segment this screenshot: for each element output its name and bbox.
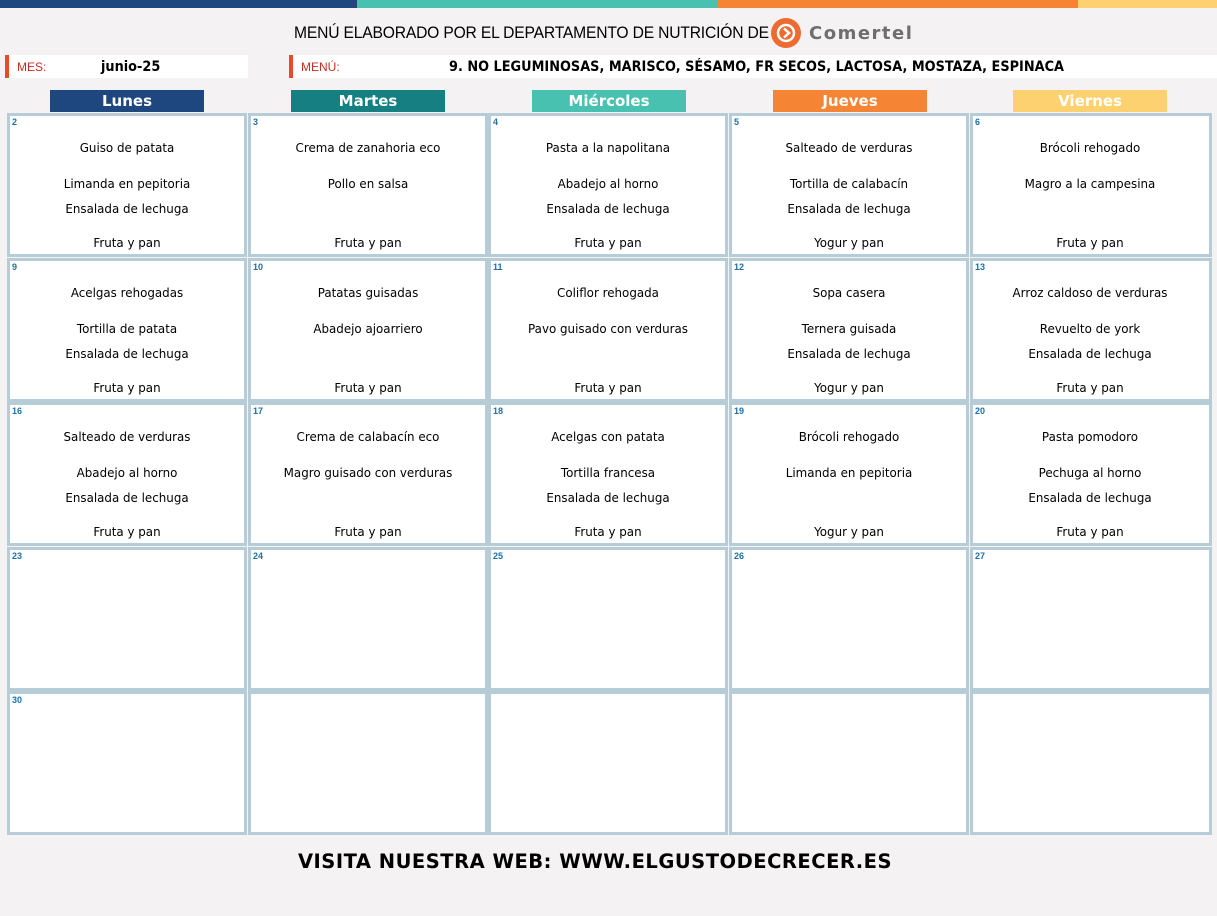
day-number: 30 (12, 695, 23, 705)
dish-second: Tortilla de patata (76, 321, 178, 336)
dish-second: Tortilla de calabacín (789, 176, 909, 191)
dish-dessert: Fruta y pan (93, 235, 161, 250)
dish-first: Arroz caldoso de verduras (1012, 285, 1168, 300)
day-header-wednesday: Miércoles (532, 90, 686, 112)
dish-dessert: Fruta y pan (93, 380, 161, 395)
logo-mark-icon (771, 18, 801, 48)
dish-first: Coliflor rehogada (557, 285, 659, 300)
logo-text: Comertel (809, 22, 914, 44)
dish-dessert: Yogur y pan (814, 524, 884, 539)
calendar-day-cell (970, 113, 1212, 257)
dish-second: Pechuga al horno (1038, 465, 1142, 480)
day-header-monday: Lunes (50, 90, 204, 112)
calendar-day-cell (488, 547, 728, 691)
calendar-day-cell (248, 258, 488, 402)
dish-second: Magro a la campesina (1024, 176, 1156, 191)
calendar-day-cell (729, 691, 969, 835)
stripe-segment (717, 0, 1078, 8)
dish-side: Ensalada de lechuga (65, 490, 189, 505)
dish-first: Patatas guisadas (317, 285, 419, 300)
menu-value: 9. NO LEGUMINOSAS, MARISCO, SÉSAMO, FR SECOS, LACTOSA, MOSTAZA, ESPINACA (449, 59, 1065, 75)
dish-second: Ternera guisada (801, 321, 897, 336)
day-header-friday: Viernes (1013, 90, 1167, 112)
dish-second: Limanda en pepitoria (785, 465, 913, 480)
stripe-segment (357, 0, 717, 8)
dish-first: Crema de zanahoria eco (295, 140, 441, 155)
dish-second: Abadejo al horno (557, 176, 659, 191)
dish-dessert: Yogur y pan (814, 380, 884, 395)
month-box (5, 55, 248, 78)
dish-first: Pasta a la napolitana (545, 140, 671, 155)
day-header-tuesday: Martes (291, 90, 445, 112)
day-number: 6 (975, 117, 981, 127)
calendar-day-cell (729, 113, 969, 257)
dish-first: Acelgas con patata (551, 429, 665, 444)
calendar-day-cell (729, 402, 969, 546)
day-number: 11 (493, 262, 503, 272)
dish-first: Pasta pomodoro (1041, 429, 1139, 444)
dish-dessert: Fruta y pan (574, 235, 642, 250)
dish-dessert: Fruta y pan (334, 524, 402, 539)
dish-first: Salteado de verduras (63, 429, 191, 444)
top-color-stripe (0, 0, 1217, 8)
calendar-day-cell (7, 402, 247, 546)
dish-second: Revuelto de york (1039, 321, 1141, 336)
calendar-day-cell (729, 547, 969, 691)
dish-second: Abadejo ajoarriero (313, 321, 423, 336)
calendar-day-cell (970, 691, 1212, 835)
day-number: 13 (975, 262, 986, 272)
dish-second: Pollo en salsa (327, 176, 409, 191)
day-number: 27 (975, 551, 986, 561)
menu-box (289, 55, 1217, 78)
day-number: 19 (734, 406, 745, 416)
day-number: 16 (12, 406, 23, 416)
day-number: 17 (253, 406, 264, 416)
day-number: 24 (253, 551, 264, 561)
calendar-day-cell (248, 547, 488, 691)
dish-second: Pavo guisado con verduras (528, 321, 688, 336)
calendar-day-cell (729, 258, 969, 402)
calendar-day-cell (488, 402, 728, 546)
calendar-day-cell (970, 547, 1212, 691)
day-number: 10 (253, 262, 264, 272)
dish-side: Ensalada de lechuga (1028, 346, 1152, 361)
day-number: 20 (975, 406, 986, 416)
day-number: 12 (734, 262, 745, 272)
dish-first: Brócoli rehogado (798, 429, 900, 444)
dish-dessert: Fruta y pan (574, 524, 642, 539)
dish-dessert: Fruta y pan (334, 235, 402, 250)
day-number: 26 (734, 551, 745, 561)
day-number: 18 (493, 406, 504, 416)
calendar-day-cell (488, 258, 728, 402)
day-number: 23 (12, 551, 23, 561)
dish-dessert: Fruta y pan (574, 380, 642, 395)
dish-dessert: Yogur y pan (814, 235, 884, 250)
dish-side: Ensalada de lechuga (787, 201, 911, 216)
dish-first: Salteado de verduras (785, 140, 913, 155)
calendar-day-cell (248, 113, 488, 257)
dish-first: Acelgas rehogadas (70, 285, 184, 300)
dish-dessert: Fruta y pan (1056, 524, 1124, 539)
dish-second: Tortilla francesa (560, 465, 656, 480)
calendar-day-cell (970, 258, 1212, 402)
dish-side: Ensalada de lechuga (546, 490, 670, 505)
month-label: MES: (17, 60, 47, 74)
dish-side: Ensalada de lechuga (65, 346, 189, 361)
day-number: 5 (734, 117, 740, 127)
calendar-day-cell (7, 691, 247, 835)
day-number: 25 (493, 551, 504, 561)
dish-first: Sopa casera (812, 285, 886, 300)
day-number: 9 (12, 262, 18, 272)
menu-label: MENÚ: (301, 60, 340, 74)
dish-dessert: Fruta y pan (1056, 235, 1124, 250)
comertel-logo (771, 18, 913, 48)
dish-side: Ensalada de lechuga (1028, 490, 1152, 505)
calendar-day-cell (7, 113, 247, 257)
month-value: junio-25 (101, 59, 161, 75)
calendar-day-cell (248, 691, 488, 835)
dish-second: Abadejo al horno (76, 465, 178, 480)
calendar-day-cell (248, 402, 488, 546)
dish-dessert: Fruta y pan (334, 380, 402, 395)
day-number: 4 (493, 117, 499, 127)
dish-first: Brócoli rehogado (1039, 140, 1141, 155)
day-number: 2 (12, 117, 18, 127)
dish-side: Ensalada de lechuga (65, 201, 189, 216)
day-number: 3 (253, 117, 259, 127)
page-title: MENÚ ELABORADO POR EL DEPARTAMENTO DE NUTRICIÓN DE (294, 23, 769, 42)
dish-dessert: Fruta y pan (93, 524, 161, 539)
day-header-thursday: Jueves (773, 90, 927, 112)
website-footer: VISITA NUESTRA WEB: WWW.ELGUSTODECRECER.ES (297, 850, 893, 873)
dish-first: Guiso de patata (79, 140, 175, 155)
dish-second: Magro guisado con verduras (283, 465, 453, 480)
calendar-day-cell (970, 402, 1212, 546)
dish-side: Ensalada de lechuga (546, 201, 670, 216)
dish-side: Ensalada de lechuga (787, 346, 911, 361)
calendar-day-cell (488, 113, 728, 257)
dish-first: Crema de calabacín eco (296, 429, 440, 444)
calendar-day-cell (7, 547, 247, 691)
stripe-segment (0, 0, 357, 8)
dish-dessert: Fruta y pan (1056, 380, 1124, 395)
calendar-day-cell (7, 258, 247, 402)
calendar-day-cell (488, 691, 728, 835)
stripe-segment (1078, 0, 1217, 8)
dish-second: Limanda en pepitoria (63, 176, 191, 191)
